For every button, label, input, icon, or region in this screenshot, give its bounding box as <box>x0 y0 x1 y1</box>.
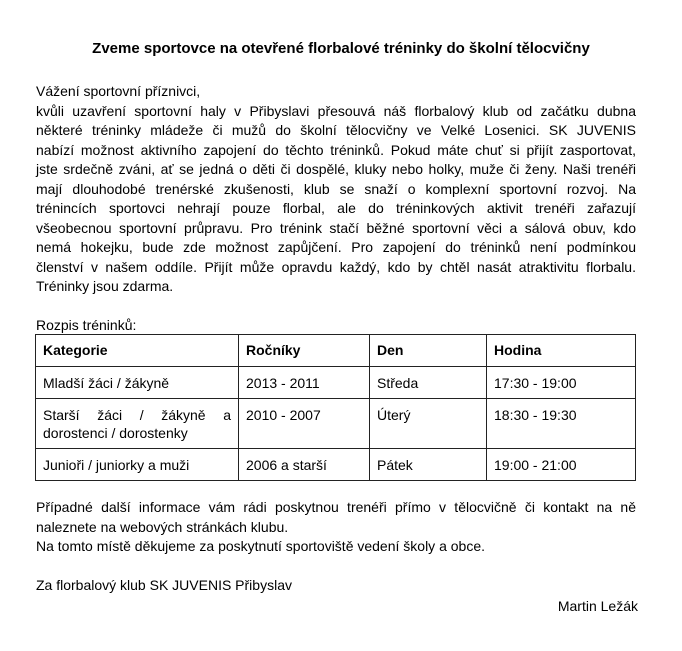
intro-line: nemá hokejku, bude zde možnost zapůjčení. Pro zapojení do tréninků není podmínkou <box>36 239 636 255</box>
header-day: Den <box>370 335 487 367</box>
cell-time: 17:30 - 19:00 <box>487 367 636 399</box>
cell-time: 19:00 - 21:00 <box>487 449 636 481</box>
cell-years: 2006 a starší <box>239 449 370 481</box>
intro-line: nabízí možnost aktivního zapojení do těchto tréninků. Pokud máte chuť si přijít zasportovat, <box>36 141 636 158</box>
cell-category: Junioři / juniorky a muži <box>36 449 239 481</box>
table-row <box>36 399 636 449</box>
schedule-label: Rozpis tréninků: <box>36 317 137 333</box>
intro-paragraph <box>36 102 636 297</box>
greeting: Vážení sportovní příznivci, <box>36 83 201 99</box>
signature-name: Martin Ležák <box>557 598 638 614</box>
header-category: Kategorie <box>36 335 239 367</box>
intro-line: trénincích sportovci nehrají pouze florbal, ale do tréninkových aktivit trenéři zařazují <box>36 200 636 216</box>
table-header-row <box>36 335 636 367</box>
document-title: Zveme sportovce na otevřené florbalové tréninky do školní tělocvičny <box>92 40 590 57</box>
cell-category <box>36 399 239 449</box>
intro-line: jste srdečně zváni, ať se jedná o děti či dospělé, kluky nebo holky, muže či ženy. Naši trenéři <box>36 161 636 177</box>
signature-club: Za florbalový klub SK JUVENIS Přibyslav <box>36 577 292 593</box>
cell-day: Pátek <box>370 449 487 481</box>
cell-years: 2010 - 2007 <box>239 399 370 449</box>
intro-line: některé tréninky mládeže či mužů do školní tělocvičny ve Velké Losenici. SK JUVENIS <box>36 122 636 138</box>
closing-line: Na tomto místě děkujeme za poskytnutí sportoviště vedení školy a obce. <box>36 538 485 554</box>
cell-time: 18:30 - 19:30 <box>487 399 636 449</box>
header-years: Ročníky <box>239 335 370 367</box>
cell-day: Úterý <box>370 399 487 449</box>
closing-paragraph <box>36 498 636 557</box>
table-row <box>36 449 636 481</box>
closing-line: naleznete na webových stránkách klubu. <box>36 518 289 535</box>
intro-line: všeobecnou sportovní průpravu. Pro trénink stačí běžné sportovní věci a sálová obuv, kdo <box>36 219 636 236</box>
cell-category-line: dorostenci / dorostenky <box>43 425 188 441</box>
closing-line: Případné další informace vám rádi poskytnou trenéři přímo v tělocvičně či kontakt na ně <box>36 499 636 515</box>
header-time: Hodina <box>487 335 636 367</box>
table-row <box>36 367 636 399</box>
intro-line: Tréninky jsou zdarma. <box>36 278 174 294</box>
intro-line: mají dlouhodobé trenérské zkušenosti, klub se snaží o komplexní sportovní rozvoj. Na <box>36 180 636 197</box>
cell-day: Středa <box>370 367 487 399</box>
intro-line: kvůli uzavření sportovní haly v Přibyslavi přesouvá náš florbalový klub od začátku dubna <box>36 102 636 119</box>
schedule-table <box>35 334 636 481</box>
cell-category: Mladší žáci / žákyně <box>36 367 239 399</box>
intro-line: členství v našem oddíle. Přijít může opravdu každý, kdo by chtěl nasát atraktivitu florbalu. <box>36 258 636 275</box>
cell-years: 2013 - 2011 <box>239 367 370 399</box>
cell-category-line: Starší žáci / žákyně a <box>43 407 231 423</box>
